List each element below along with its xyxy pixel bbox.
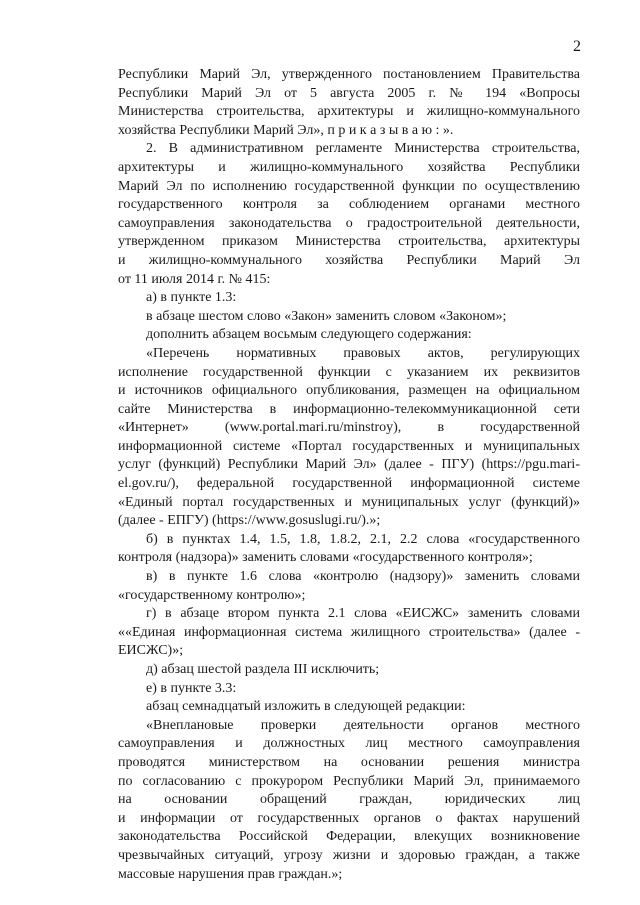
text-line: архитектуры и жилищно-коммунального хозяйства Республики bbox=[118, 159, 580, 175]
text-line: сайте Министерства в информационно-телекоммуникационной сети bbox=[118, 401, 580, 417]
text-line: е) в пункте 3.3: bbox=[146, 680, 237, 696]
text-line: самоуправления законодательства о градостроительной деятельности, bbox=[118, 215, 580, 231]
text-line: по согласованию с прокурором Республики Марий Эл, принимаемого bbox=[118, 773, 580, 789]
text-line: Марий Эл по исполнению государственной функции по осуществлению bbox=[118, 178, 580, 194]
text-line: «Перечень нормативных правовых актов, регулирующих bbox=[146, 345, 580, 361]
text-line: el.gov.ru/), федеральной государственной информационной системе bbox=[118, 476, 580, 492]
text-line: самоуправления и должностных лиц местного самоуправления bbox=[118, 736, 580, 752]
text-line: от 11 июля 2014 г. № 415: bbox=[118, 271, 271, 287]
text-line: чрезвычайных ситуаций, угрозу жизни и здоровью граждан, а также bbox=[118, 847, 580, 863]
text-line: г) в абзаце втором пункта 2.1 слова «ЕИСЖС» заменить словами bbox=[146, 606, 580, 622]
text-line: хозяйства Республики Марий Эл», п р и к а з ы в а ю : ». bbox=[118, 122, 454, 138]
text-line: д) абзац шестой раздела III исключить; bbox=[146, 662, 380, 677]
text-line: в абзаце шестом слово «Закон» заменить словом «Законом»; bbox=[146, 308, 507, 324]
text-line: в) в пункте 1.6 слова «контролю (надзору)» заменить словами bbox=[146, 569, 580, 585]
text-line: и жилищно-коммунального хозяйства Республики Марий Эл bbox=[118, 252, 580, 268]
text-line: (далее - ЕПГУ) (https://www.gosuslugi.ru/).»; bbox=[118, 513, 381, 529]
text-line: Республики Марий Эл, утвержденного постановлением Правительства bbox=[118, 67, 580, 82]
text-line: утвержденном приказом Министерства строительства, архитектуры bbox=[118, 234, 580, 250]
text-line: «Интернет» (www.portal.mari.ru/minstroy), в государственной bbox=[118, 420, 580, 436]
text-line: проводятся министерством на основании решения министра bbox=[118, 754, 580, 770]
text-line: б) в пунктах 1.4, 1.5, 1.8, 1.8.2, 2.1, 2.2 слова «государственного bbox=[146, 531, 580, 547]
page-number: 2 bbox=[573, 38, 581, 55]
text-line: «государственному контролю»; bbox=[118, 587, 306, 603]
text-line: услуг (функций) Республики Марий Эл» (далее - ПГУ) (https://pgu.mari- bbox=[118, 457, 580, 473]
document-body bbox=[118, 66, 580, 884]
text-line: 2. В административном регламенте Министерства строительства, bbox=[146, 141, 580, 157]
text-line: и источников официального опубликования, размещен на официальном bbox=[118, 383, 580, 399]
text-line: Республики Марий Эл от 5 августа 2005 г. № 194 «Вопросы bbox=[118, 85, 580, 101]
text-line: Министерства строительства, архитектуры и жилищно-коммунального bbox=[118, 104, 580, 120]
text-line: массовые нарушения прав граждан.»; bbox=[118, 866, 343, 882]
text-line: контроля (надзора)» заменить словами «государственного контроля»; bbox=[118, 550, 533, 566]
text-line: и информации от государственных органов о фактах нарушений bbox=[118, 810, 580, 826]
text-line: дополнить абзацем восьмым следующего содержания: bbox=[146, 327, 472, 343]
text-line: информационной системе «Портал государственных и муниципальных bbox=[118, 438, 580, 454]
text-line: ЕИСЖС)»; bbox=[118, 643, 184, 659]
text-line: исполнение государственной функции с указанием их реквизитов bbox=[118, 364, 580, 380]
text-line: а) в пункте 1.3: bbox=[146, 290, 237, 306]
text-line: «Внеплановые проверки деятельности органов местного bbox=[146, 717, 580, 733]
text-line: законодательства Российской Федерации, влекущих возникновение bbox=[118, 829, 580, 845]
text-line: абзац семнадцатый изложить в следующей редакции: bbox=[146, 699, 466, 715]
text-line: ««Единая информационная система жилищного строительства» (далее - bbox=[118, 624, 580, 640]
text-line: государственного контроля за соблюдением органами местного bbox=[118, 197, 580, 213]
text-line: на основании обращений граждан, юридических лиц bbox=[118, 792, 580, 808]
text-line: «Единый портал государственных и муниципальных услуг (функций)» bbox=[118, 494, 580, 510]
